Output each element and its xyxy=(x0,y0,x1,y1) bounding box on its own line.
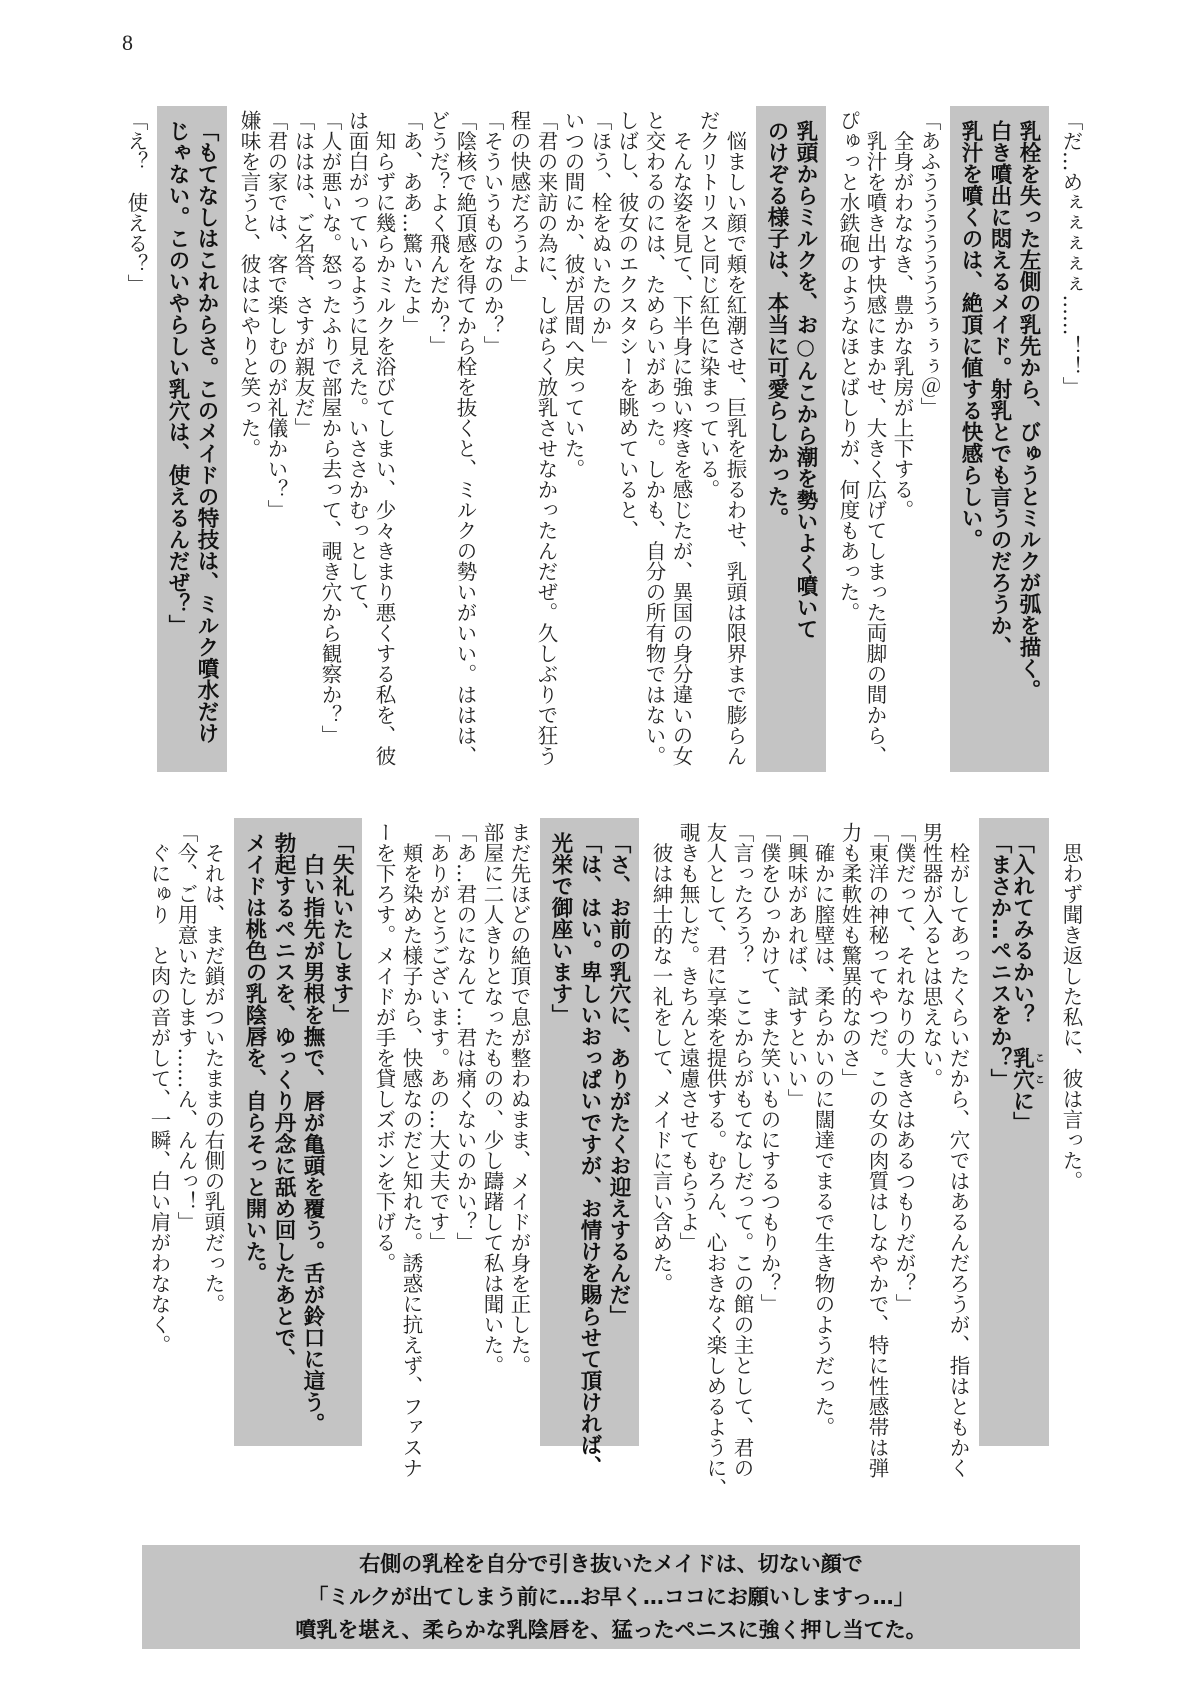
text-line: しばし、彼女のエクスタシーを眺めていると、 xyxy=(615,110,639,541)
highlight-line: 白き噴出に悶えるメイド。射乳とでも言うのだろうか、 xyxy=(987,120,1012,658)
text-line: 悩ましい顔で頬を紅潮させ、巨乳を振るわせ、乳頭は限界まで膨らん xyxy=(723,110,747,766)
text-line: いつの間にか、彼が居間へ戻っていた。 xyxy=(561,110,585,479)
text-line: 「今、ご用意いたします……ん、んんっ！」 xyxy=(174,822,198,1232)
ruby-base: 乳穴 xyxy=(1009,1047,1035,1090)
text-group xyxy=(370,818,532,1478)
text-line: 「だ…めぇぇぇぇぇ……！！」 xyxy=(1059,110,1083,397)
text-group xyxy=(647,818,971,1499)
text-line: 友人として、君に享楽を提供する。むろん、心おきなく楽しめるように、 xyxy=(703,822,727,1499)
text-group xyxy=(834,106,942,772)
text-line: ぐにゅり と肉の音がして、一瞬、白い肩がわななく。 xyxy=(147,822,171,1355)
text-line: 「あふうううううううぅぅぅ＠」 xyxy=(917,110,941,418)
text-line: 「ははは、ご名答、さすが親友だ」 xyxy=(291,110,315,438)
highlight-line: 「もてなしはこれからさ。このメイドの特技は、ミルク噴水だけ xyxy=(194,120,219,744)
page-number: 8 xyxy=(122,30,133,55)
text-line: まだ先ほどの絶頂で息が整わぬまま、メイドが身を正した。 xyxy=(507,822,531,1376)
highlight-line: 勃起するペニスを、ゆっくり丹念に舐め回したあとで、 xyxy=(271,832,296,1370)
highlight-line: 光栄で御座います」 xyxy=(548,832,573,1026)
highlight-box xyxy=(540,818,639,1477)
highlight-line: 乳頭からミルクを、お○んこから潮を勢いよく噴いて xyxy=(793,120,818,640)
text-line: 覗きも無しだ。きちんと遠慮させてもらうよ」 xyxy=(676,822,700,1253)
text-line: ーを下ろす。メイドが手を貸しズボンを下げる。 xyxy=(372,822,396,1273)
text-line: と交わるのには、ためらいがあった。しかも、自分の所有物ではない。 xyxy=(642,110,666,766)
banner-line: 右側の乳栓を自分で引き抜いたメイドは、切ない顔で xyxy=(359,1551,863,1576)
lower-text-block xyxy=(145,818,1084,1499)
text-line: は面白がっているように見えた。いささかむっとして、 xyxy=(345,110,369,623)
text-line: 乳汁を噴き出す快感にまかせ、大きく広げてしまった両脚の間から、 xyxy=(863,110,887,766)
text-line: 「え？ 使える？」 xyxy=(124,110,148,295)
text-line: 栓がしてあったくらいだから、穴ではあるんだろうが、指はともかく xyxy=(946,822,970,1478)
highlight-box xyxy=(157,106,227,772)
line-segment: 「入れてみるかい？ xyxy=(1009,832,1035,1047)
text-line: 確かに膣壁は、柔らかいのに闊達でまるで生き物のようだった。 xyxy=(811,822,835,1437)
text-line: 「東洋の神秘ってやつだ。この女の肉質はしなやかで、特に性感帯は弾 xyxy=(865,822,889,1478)
text-line: 「君の来訪の為に、しばらく放乳させなかったんだぜ。久しぶりで狂う xyxy=(534,110,558,766)
highlight-line: 「さ、お前の乳穴に、ありがたくお迎えするんだ」 xyxy=(606,832,631,1327)
text-line: 頬を染めた様子から、快感なのだと知れた。誘惑に抗えず、ファスナ xyxy=(399,822,423,1478)
text-line: 全身がわななき、豊かな乳房が上下する。 xyxy=(890,110,914,520)
highlight-line: 「は、はい。卑しいおっぱいですが、お情けを賜らせて頂ければ、 xyxy=(577,832,602,1477)
text-line: 「そういうものなのか？」 xyxy=(480,110,504,356)
text-line: 「興味があれば、試すといい」 xyxy=(784,822,808,1109)
ruby-reading: ここ xyxy=(1032,1047,1044,1090)
text-group xyxy=(122,106,149,772)
text-line: 男性器が入るとは思えない。 xyxy=(919,822,943,1089)
text-line: 知らずに幾らかミルクを浴びてしまい、少々きまり悪くする私を、彼 xyxy=(372,110,396,766)
text-line: そんな姿を見て、下半身に強い疼きを感じたが、異国の身分違いの女 xyxy=(669,110,693,766)
highlight-box xyxy=(756,106,826,772)
text-line: 思わず聞き返した私に、彼は言った。 xyxy=(1059,822,1083,1191)
text-group xyxy=(1057,106,1084,772)
caption-banner xyxy=(142,1545,1080,1649)
text-line: 「僕をひっかけて、また笑いものにするつもりか？」 xyxy=(757,822,781,1314)
highlight-line: 乳栓を失った左側の乳先から、びゅうとミルクが弧を描く。 xyxy=(1016,120,1041,701)
text-line: 「言ったろう？ ここからがもてなしだって。この館の主として、君の xyxy=(730,822,754,1478)
text-line: だクリトリスと同じ紅色に染まっている。 xyxy=(696,110,720,500)
highlight-box xyxy=(950,106,1049,772)
highlight-line: 「まさか…ペニスをか？」 xyxy=(987,832,1012,1090)
text-line: それは、まだ鎖がついたままの右側の乳頭だった。 xyxy=(201,822,225,1314)
text-line: 「人が悪いな。怒ったふりで部屋から去って、覗き穴から観察か？」 xyxy=(318,110,342,746)
highlight-line: メイドは桃色の乳陰唇を、自らそっと開いた。 xyxy=(242,832,267,1284)
text-line: 「陰核で絶頂感を得てから栓を抜くと、ミルクの勢いがいい。ははは、 xyxy=(453,110,477,766)
banner-line: 噴乳を堪え、柔らかな乳陰唇を、猛ったペニスに強く押し当てた。 xyxy=(295,1617,927,1642)
highlight-box xyxy=(234,818,362,1446)
text-line: 程の快感だろうよ」 xyxy=(507,110,531,295)
text-line: 「あ…君のになんて…君は痛くないのかい？」 xyxy=(453,822,477,1253)
highlight-line: 「失礼いたします」 xyxy=(329,832,354,1026)
text-group xyxy=(145,818,226,1446)
highlight-line: のけぞる様子は、本当に可愛らしかった。 xyxy=(764,120,789,529)
line-segment: に」 xyxy=(1009,1090,1035,1133)
highlight-line xyxy=(1009,832,1044,1436)
text-line: ぴゅっと水鉄砲のようなほとばしりが、何度もあった。 xyxy=(836,110,860,623)
text-line: 「あ、ああ…驚いたよ」 xyxy=(399,110,423,336)
highlight-line: 白い指先が男根を撫で、唇が亀頭を覆う。舌が鈴口に這う。 xyxy=(300,832,325,1434)
text-line: 彼は紳士的な一礼をして、メイドに言い含めた。 xyxy=(649,822,673,1294)
text-line: 「僕だって、それなりの大きさはあるつもりだが？」 xyxy=(892,822,916,1314)
text-line: 部屋に二人きりとなったものの、少し躊躇して私は聞いた。 xyxy=(480,822,504,1376)
highlight-box xyxy=(979,818,1049,1446)
text-line: 「ありがとうございます。あの…大丈夫です」 xyxy=(426,822,450,1253)
banner-line: 「ミルクが出てしまう前に…お早く…ココにお願いしますっ…」 xyxy=(307,1584,915,1609)
text-line: どうだ？よく飛んだか？」 xyxy=(426,110,450,356)
upper-text-block xyxy=(122,106,1084,772)
highlight-line: 乳汁を噴くのは、絶頂に値する快感らしい。 xyxy=(958,120,983,550)
text-line: 嫌味を言うと、彼はにやりと笑った。 xyxy=(237,110,261,459)
text-group xyxy=(1057,818,1084,1446)
text-line: 「君の家では、客で楽しむのが礼儀かい？」 xyxy=(264,110,288,520)
text-line: 「ほう、栓をぬいたのか」 xyxy=(588,110,612,356)
text-line: 力も柔軟姓も驚異的なのさ」 xyxy=(838,822,862,1089)
text-group xyxy=(235,106,748,772)
highlight-line: じゃない。このいやらしい乳穴は、使えるんだぜ？」 xyxy=(165,120,190,636)
